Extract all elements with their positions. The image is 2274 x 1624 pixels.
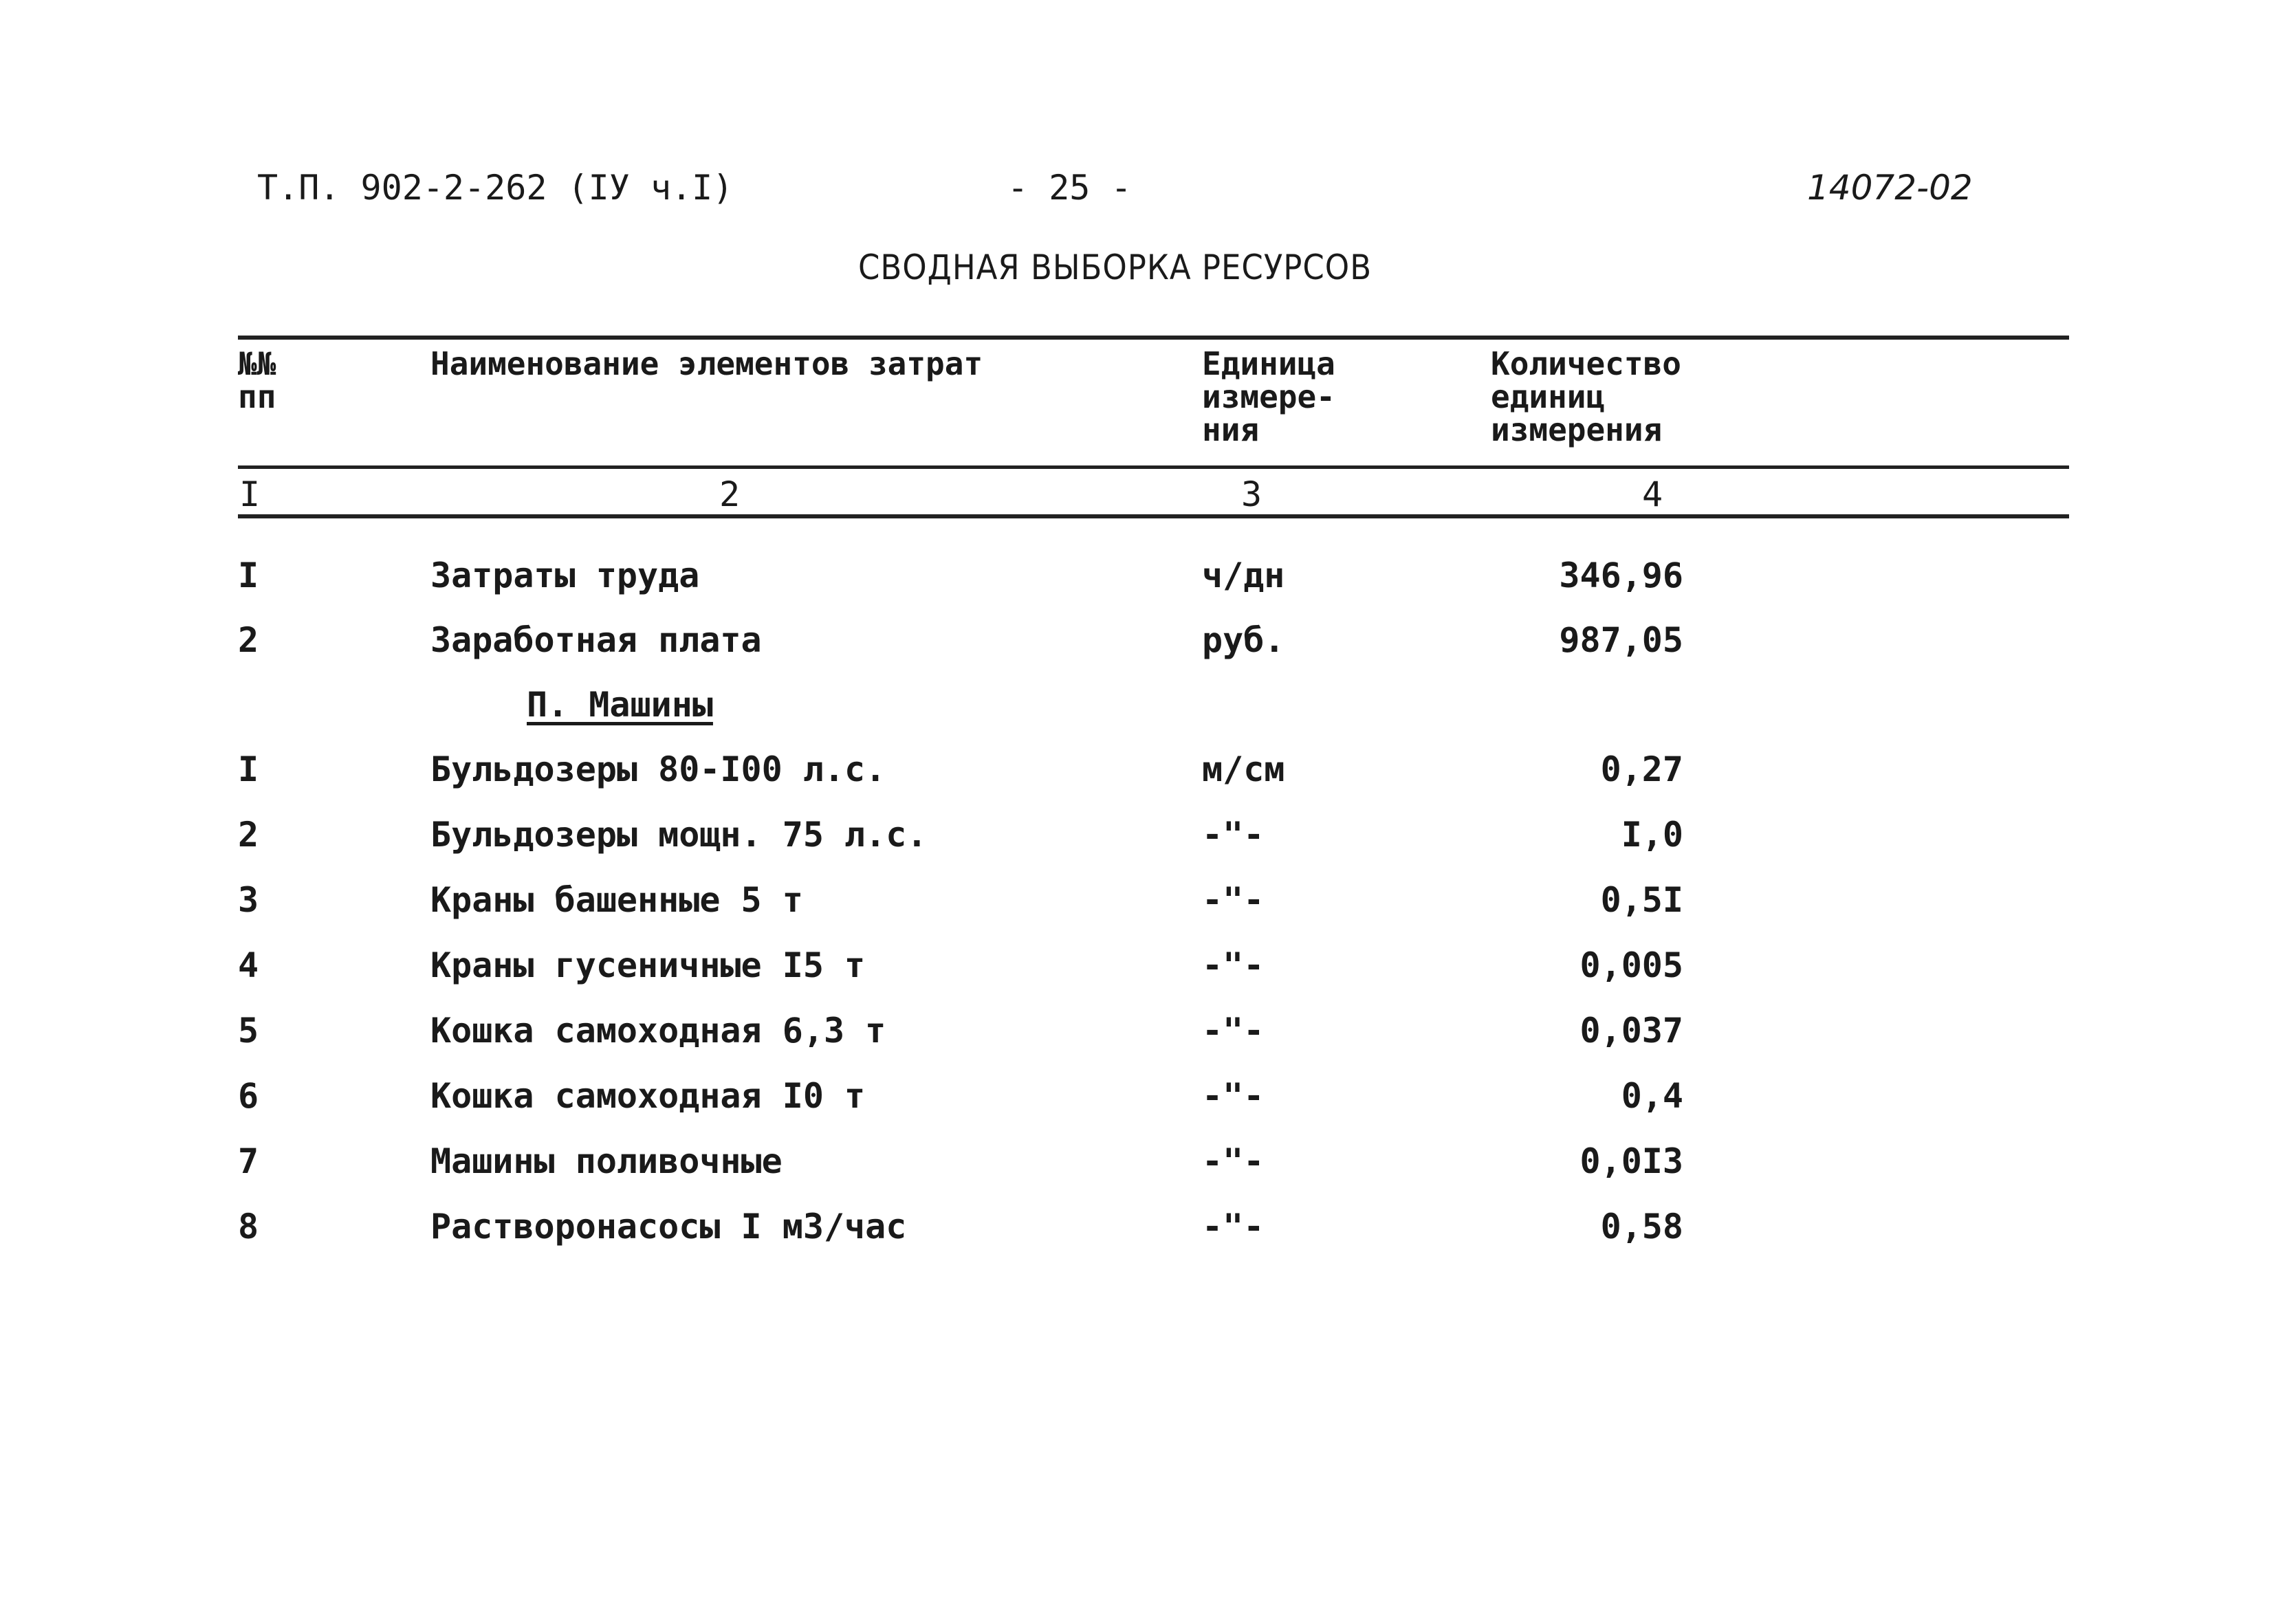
row-unit: -"- [1202,1076,1265,1116]
row-qty: 346,96 [1559,556,1683,595]
page-number: - 25 - [1007,168,1132,208]
row-num: 8 [238,1207,259,1247]
row-qty: 0,58 [1600,1207,1683,1247]
row-name: Растворонасосы I м3/час [430,1207,907,1247]
row-num: 2 [238,815,259,855]
col-header-quantity: Количество единиц измерения [1491,345,1681,448]
row-unit: -"- [1202,945,1265,985]
row-name: Кошка самоходная I0 т [430,1076,866,1116]
row-unit: -"- [1202,1011,1265,1051]
row-name: Бульдозеры мощн. 75 л.с. [430,815,928,855]
row-qty: 0,037 [1579,1011,1683,1051]
row-qty: 0,005 [1579,945,1683,985]
row-unit: -"- [1202,1141,1265,1181]
col-number-1: I [239,474,261,514]
row-name: Краны гусеничные I5 т [430,945,866,985]
row-qty: 0,0I3 [1579,1141,1683,1181]
row-unit: -"- [1202,1207,1265,1247]
section-machines-heading: П. Машины [527,685,713,725]
row-unit: -"- [1202,880,1265,920]
row-name: Затраты труда [430,556,700,595]
row-num: 2 [238,620,259,660]
column-numbers-rule [238,514,2069,518]
row-qty: 0,4 [1621,1076,1683,1116]
row-unit: м/см [1202,749,1285,789]
row-num: 6 [238,1076,259,1116]
row-num: 4 [238,945,259,985]
col-number-3: 3 [1241,474,1262,514]
row-unit: руб. [1202,620,1285,660]
row-name: Краны башенные 5 т [430,880,803,920]
row-name: Заработная плата [430,620,762,660]
archive-number: 14072-02 [1807,168,1973,208]
row-num: 7 [238,1141,259,1181]
row-num: 3 [238,880,259,920]
row-name: Кошка самоходная 6,3 т [430,1011,886,1051]
table-top-rule [238,336,2069,340]
row-num: I [238,749,259,789]
row-qty: 0,27 [1600,749,1683,789]
row-unit: ч/дн [1202,556,1285,595]
col-header-number: №№ пп [238,345,276,415]
document-code: Т.П. 902-2-262 (IУ ч.I) [257,168,734,208]
row-name: Машины поливочные [430,1141,783,1181]
col-number-4: 4 [1642,474,1663,514]
row-name: Бульдозеры 80-I00 л.с. [430,749,886,789]
page-title: СВОДНАЯ ВЫБОРКА РЕСУРСОВ [858,248,1373,287]
row-unit: -"- [1202,815,1265,855]
col-header-unit: Единица измере- ния [1202,345,1335,448]
row-qty: 987,05 [1559,620,1683,660]
col-header-name: Наименование элементов затрат [430,345,983,382]
header-bottom-rule [238,465,2069,469]
row-num: I [238,556,259,595]
row-num: 5 [238,1011,259,1051]
col-number-2: 2 [719,474,741,514]
row-qty: I,0 [1621,815,1683,855]
row-qty: 0,5I [1600,880,1683,920]
